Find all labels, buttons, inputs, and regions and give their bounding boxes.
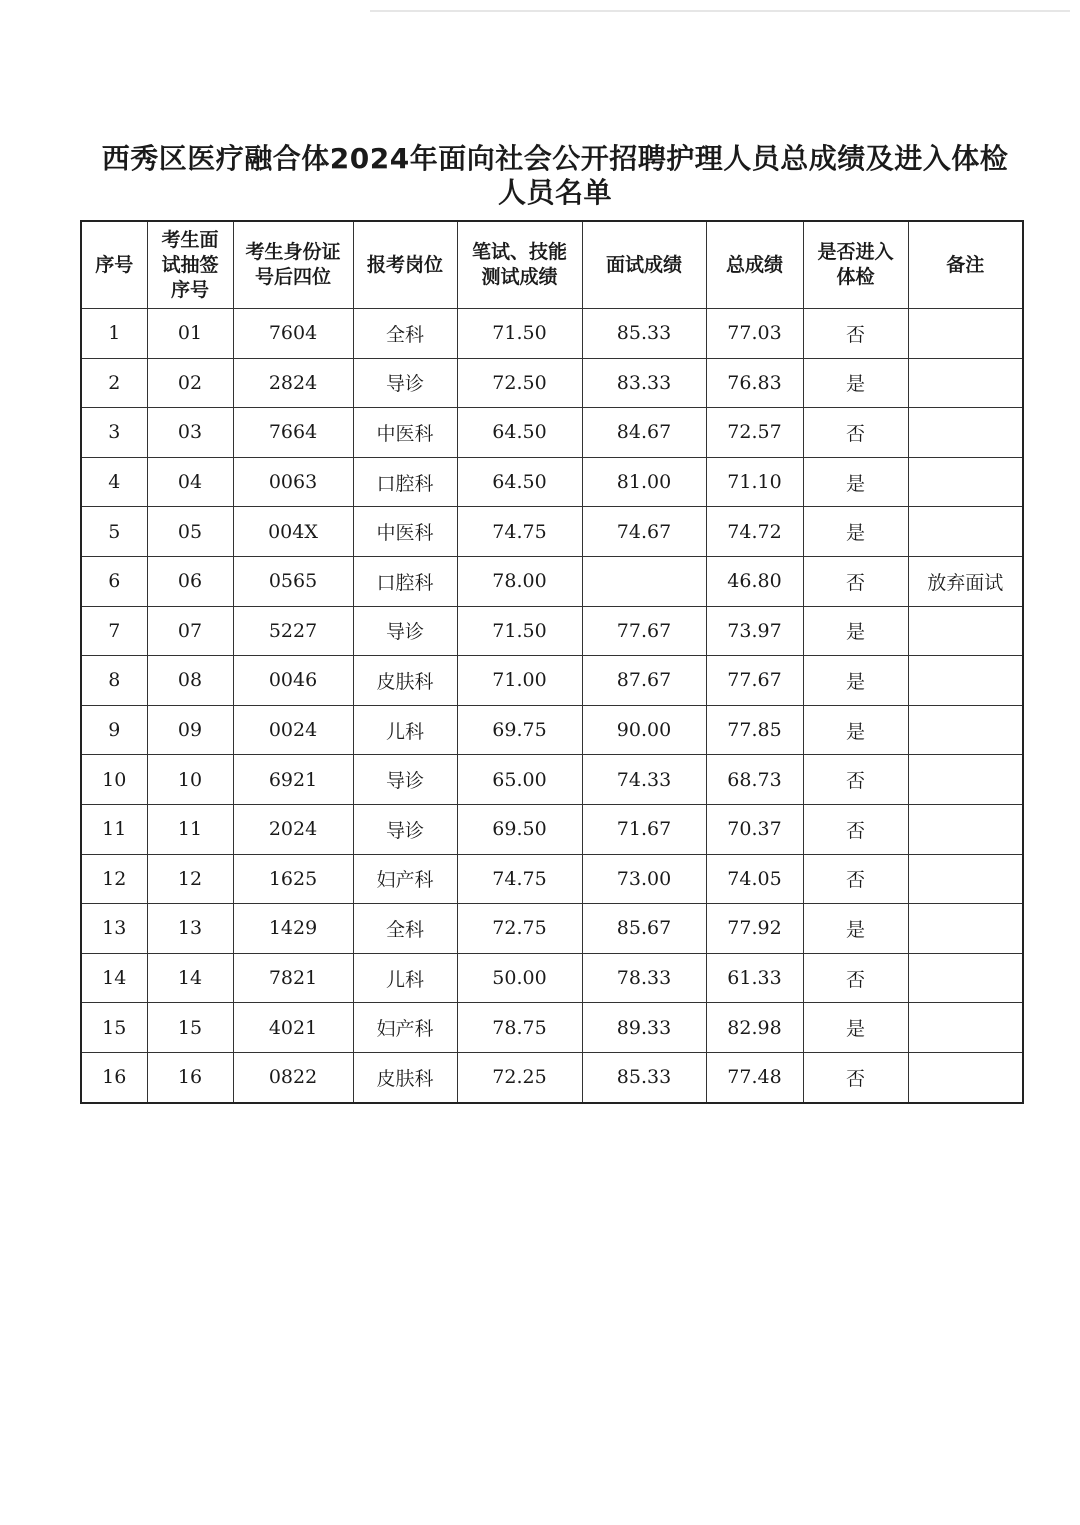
cell-interview-score: 83.33: [582, 358, 706, 408]
cell-total-score: 46.80: [706, 556, 803, 606]
cell-id-last4: 1429: [233, 904, 353, 954]
cell-written-score: 69.50: [457, 804, 582, 854]
table-row: [81, 953, 1023, 1003]
cell-total-score: 73.97: [706, 606, 803, 656]
cell-seq: 10: [81, 755, 147, 805]
cell-draw-number: 02: [147, 358, 233, 408]
cell-physical-exam: 是: [803, 358, 908, 408]
cell-draw-number: 06: [147, 556, 233, 606]
results-table: [80, 220, 1024, 1104]
table-row: [81, 457, 1023, 507]
cell-physical-exam: 否: [803, 854, 908, 904]
table-row: [81, 408, 1023, 458]
cell-draw-number: 15: [147, 1003, 233, 1053]
cell-post: 中医科: [353, 507, 457, 557]
cell-post: 儿科: [353, 953, 457, 1003]
cell-total-score: 74.72: [706, 507, 803, 557]
table-row: [81, 1052, 1023, 1102]
cell-seq: 2: [81, 358, 147, 408]
header-row: [81, 221, 1023, 309]
cell-post: 妇产科: [353, 1003, 457, 1053]
cell-draw-number: 09: [147, 705, 233, 755]
cell-post: 全科: [353, 309, 457, 359]
cell-post: 导诊: [353, 804, 457, 854]
title-line-1: 西秀区医疗融合体2024年面向社会公开招聘护理人员总成绩及进入体检: [101, 142, 1009, 175]
header-interview-score: 面试成绩: [582, 221, 706, 309]
cell-post: 导诊: [353, 606, 457, 656]
cell-physical-exam: 否: [803, 309, 908, 359]
cell-id-last4: 7604: [233, 309, 353, 359]
cell-total-score: 77.92: [706, 904, 803, 954]
cell-id-last4: 004X: [233, 507, 353, 557]
cell-draw-number: 08: [147, 656, 233, 706]
cell-seq: 9: [81, 705, 147, 755]
header-physical-exam: 是否进入 体检: [803, 221, 908, 309]
cell-remark: [908, 1052, 1023, 1102]
cell-post: 全科: [353, 904, 457, 954]
table-row: [81, 755, 1023, 805]
cell-seq: 8: [81, 656, 147, 706]
cell-interview-score: 81.00: [582, 457, 706, 507]
cell-interview-score: 90.00: [582, 705, 706, 755]
cell-interview-score: 85.67: [582, 904, 706, 954]
cell-written-score: 50.00: [457, 953, 582, 1003]
cell-draw-number: 12: [147, 854, 233, 904]
cell-remark: [908, 804, 1023, 854]
cell-id-last4: 2824: [233, 358, 353, 408]
header-post: 报考岗位: [353, 221, 457, 309]
cell-remark: [908, 953, 1023, 1003]
cell-written-score: 72.25: [457, 1052, 582, 1102]
cell-interview-score: 85.33: [582, 309, 706, 359]
cell-interview-score: 78.33: [582, 953, 706, 1003]
table-row: [81, 556, 1023, 606]
table-row: [81, 904, 1023, 954]
cell-remark: [908, 854, 1023, 904]
table-row: [81, 656, 1023, 706]
cell-physical-exam: 否: [803, 953, 908, 1003]
table-row: [81, 358, 1023, 408]
cell-interview-score: 71.67: [582, 804, 706, 854]
cell-total-score: 77.85: [706, 705, 803, 755]
cell-interview-score: [582, 556, 706, 606]
cell-interview-score: 73.00: [582, 854, 706, 904]
cell-written-score: 71.50: [457, 309, 582, 359]
title-line-2: 人员名单: [497, 176, 612, 209]
cell-draw-number: 04: [147, 457, 233, 507]
header-remark: 备注: [908, 221, 1023, 309]
cell-seq: 16: [81, 1052, 147, 1102]
cell-post: 口腔科: [353, 457, 457, 507]
cell-remark: [908, 606, 1023, 656]
cell-remark: [908, 656, 1023, 706]
cell-remark: [908, 408, 1023, 458]
cell-seq: 15: [81, 1003, 147, 1053]
cell-physical-exam: 是: [803, 606, 908, 656]
cell-physical-exam: 是: [803, 1003, 908, 1053]
cell-physical-exam: 是: [803, 656, 908, 706]
cell-total-score: 77.48: [706, 1052, 803, 1102]
cell-seq: 5: [81, 507, 147, 557]
cell-seq: 3: [81, 408, 147, 458]
cell-seq: 11: [81, 804, 147, 854]
cell-total-score: 82.98: [706, 1003, 803, 1053]
cell-physical-exam: 是: [803, 457, 908, 507]
cell-physical-exam: 否: [803, 1052, 908, 1102]
header-draw-number: 考生面 试抽签 序号: [147, 221, 233, 309]
header-seq: 序号: [81, 221, 147, 309]
cell-id-last4: 5227: [233, 606, 353, 656]
cell-post: 口腔科: [353, 556, 457, 606]
cell-draw-number: 07: [147, 606, 233, 656]
cell-remark: [908, 358, 1023, 408]
cell-remark: [908, 1003, 1023, 1053]
cell-draw-number: 03: [147, 408, 233, 458]
cell-id-last4: 2024: [233, 804, 353, 854]
cell-draw-number: 01: [147, 309, 233, 359]
cell-id-last4: 0565: [233, 556, 353, 606]
cell-remark: [908, 457, 1023, 507]
table-row: [81, 309, 1023, 359]
cell-remark: [908, 705, 1023, 755]
cell-remark: [908, 507, 1023, 557]
cell-physical-exam: 是: [803, 507, 908, 557]
cell-seq: 13: [81, 904, 147, 954]
cell-interview-score: 84.67: [582, 408, 706, 458]
table-row: [81, 804, 1023, 854]
cell-post: 导诊: [353, 755, 457, 805]
cell-id-last4: 7821: [233, 953, 353, 1003]
header-id-last4: 考生身份证 号后四位: [233, 221, 353, 309]
cell-draw-number: 14: [147, 953, 233, 1003]
cell-post: 儿科: [353, 705, 457, 755]
cell-id-last4: 0046: [233, 656, 353, 706]
cell-written-score: 74.75: [457, 854, 582, 904]
table-row: [81, 507, 1023, 557]
cell-seq: 6: [81, 556, 147, 606]
scan-edge-line: [370, 10, 1070, 12]
cell-interview-score: 74.33: [582, 755, 706, 805]
cell-written-score: 71.00: [457, 656, 582, 706]
cell-post: 中医科: [353, 408, 457, 458]
cell-total-score: 61.33: [706, 953, 803, 1003]
cell-interview-score: 77.67: [582, 606, 706, 656]
cell-written-score: 78.75: [457, 1003, 582, 1053]
cell-remark: [908, 755, 1023, 805]
cell-interview-score: 85.33: [582, 1052, 706, 1102]
cell-total-score: 77.67: [706, 656, 803, 706]
cell-id-last4: 6921: [233, 755, 353, 805]
cell-post: 导诊: [353, 358, 457, 408]
table-body: [81, 309, 1023, 1103]
cell-written-score: 74.75: [457, 507, 582, 557]
cell-id-last4: 4021: [233, 1003, 353, 1053]
cell-physical-exam: 是: [803, 705, 908, 755]
cell-interview-score: 89.33: [582, 1003, 706, 1053]
cell-draw-number: 05: [147, 507, 233, 557]
cell-physical-exam: 否: [803, 804, 908, 854]
cell-physical-exam: 否: [803, 755, 908, 805]
cell-total-score: 68.73: [706, 755, 803, 805]
cell-draw-number: 10: [147, 755, 233, 805]
cell-remark: 放弃面试: [908, 556, 1023, 606]
cell-id-last4: 7664: [233, 408, 353, 458]
cell-remark: [908, 904, 1023, 954]
cell-draw-number: 16: [147, 1052, 233, 1102]
document-title: [60, 142, 1050, 210]
cell-total-score: 76.83: [706, 358, 803, 408]
cell-physical-exam: 否: [803, 408, 908, 458]
table-row: [81, 854, 1023, 904]
cell-seq: 14: [81, 953, 147, 1003]
cell-physical-exam: 是: [803, 904, 908, 954]
cell-post: 皮肤科: [353, 656, 457, 706]
cell-id-last4: 1625: [233, 854, 353, 904]
cell-draw-number: 11: [147, 804, 233, 854]
cell-seq: 4: [81, 457, 147, 507]
cell-written-score: 65.00: [457, 755, 582, 805]
cell-total-score: 77.03: [706, 309, 803, 359]
cell-written-score: 72.75: [457, 904, 582, 954]
cell-written-score: 78.00: [457, 556, 582, 606]
cell-written-score: 64.50: [457, 408, 582, 458]
cell-total-score: 72.57: [706, 408, 803, 458]
cell-total-score: 71.10: [706, 457, 803, 507]
header-written-score: 笔试、技能 测试成绩: [457, 221, 582, 309]
cell-id-last4: 0822: [233, 1052, 353, 1102]
cell-draw-number: 13: [147, 904, 233, 954]
cell-interview-score: 87.67: [582, 656, 706, 706]
cell-post: 妇产科: [353, 854, 457, 904]
cell-seq: 7: [81, 606, 147, 656]
cell-total-score: 70.37: [706, 804, 803, 854]
cell-id-last4: 0024: [233, 705, 353, 755]
cell-total-score: 74.05: [706, 854, 803, 904]
cell-remark: [908, 309, 1023, 359]
header-total-score: 总成绩: [706, 221, 803, 309]
table-row: [81, 1003, 1023, 1053]
cell-written-score: 64.50: [457, 457, 582, 507]
cell-physical-exam: 否: [803, 556, 908, 606]
cell-written-score: 69.75: [457, 705, 582, 755]
cell-written-score: 71.50: [457, 606, 582, 656]
table-row: [81, 705, 1023, 755]
table-row: [81, 606, 1023, 656]
cell-seq: 1: [81, 309, 147, 359]
cell-interview-score: 74.67: [582, 507, 706, 557]
cell-written-score: 72.50: [457, 358, 582, 408]
cell-post: 皮肤科: [353, 1052, 457, 1102]
cell-id-last4: 0063: [233, 457, 353, 507]
cell-seq: 12: [81, 854, 147, 904]
